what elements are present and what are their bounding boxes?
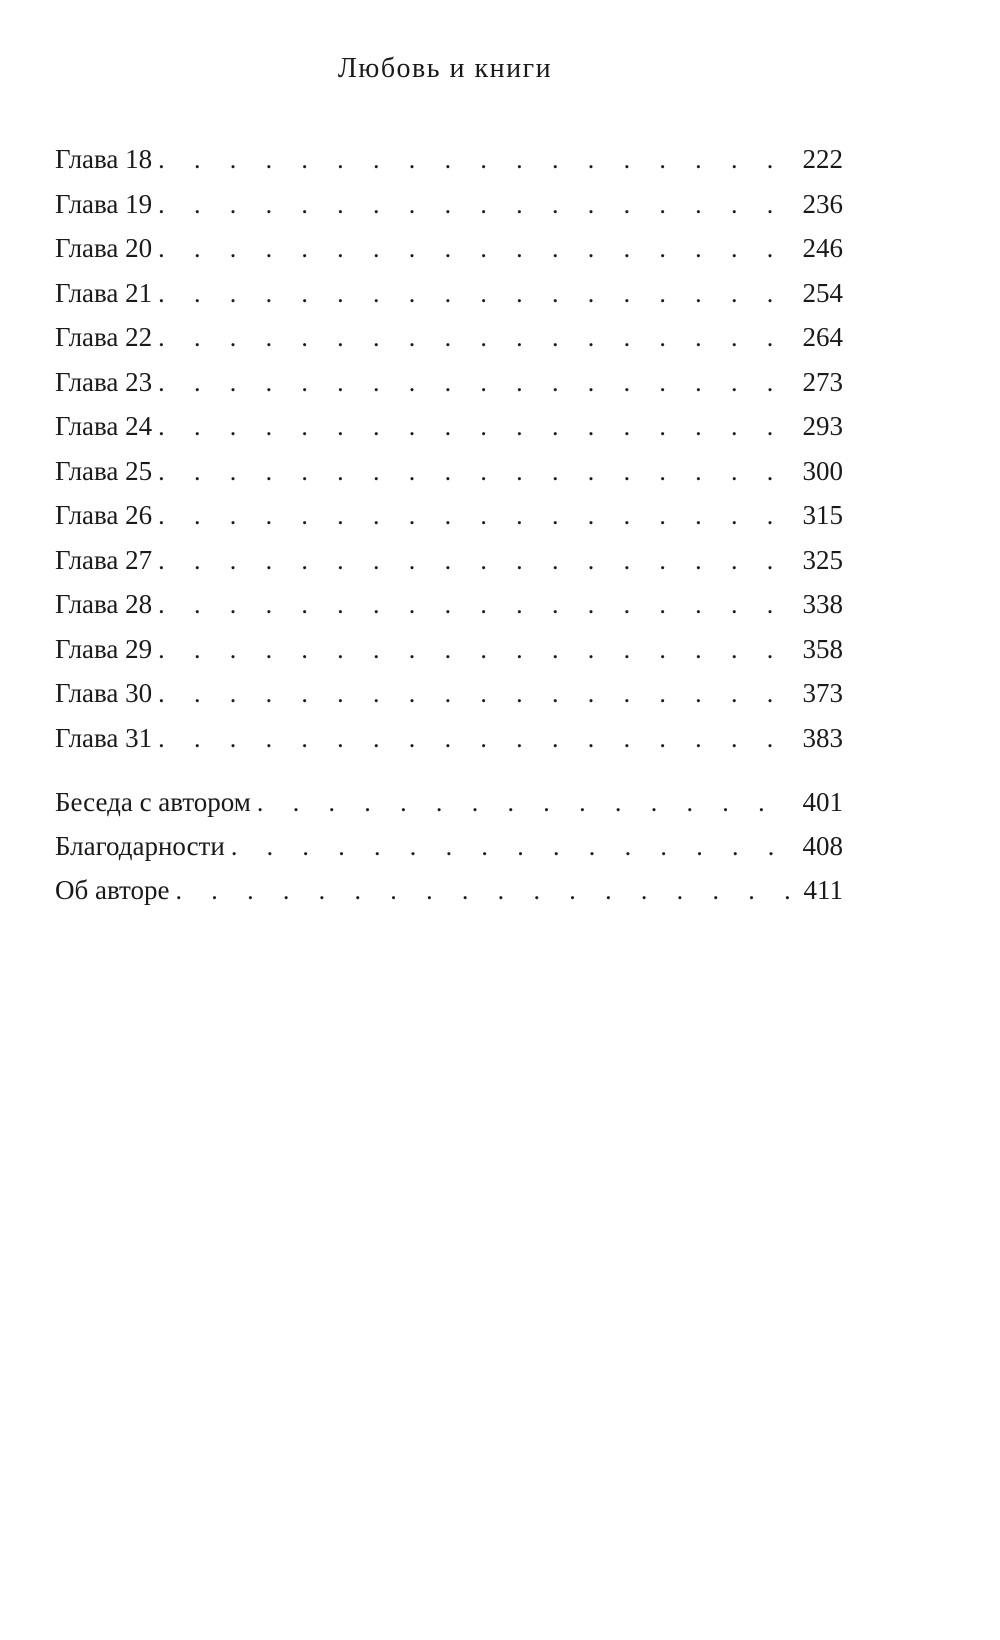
toc-entry-page: 246	[802, 233, 843, 263]
dot-leader	[158, 316, 793, 361]
dot-leader	[158, 138, 793, 183]
toc-entry-page: 264	[802, 322, 843, 352]
dot-leader	[175, 869, 793, 913]
dot-leader	[158, 628, 793, 673]
toc-entry[interactable]	[55, 780, 843, 824]
toc-entry[interactable]	[55, 226, 843, 271]
toc-entry-page: 273	[802, 366, 843, 397]
toc-entry-title: Глава 18	[55, 144, 153, 174]
dot-leader	[231, 825, 793, 869]
toc-entry[interactable]	[55, 137, 843, 182]
toc-entry[interactable]	[55, 538, 843, 583]
toc-entry-page: 411	[803, 875, 843, 905]
toc-entry[interactable]	[55, 716, 843, 761]
toc-entry-title: Глава 31	[55, 722, 153, 753]
toc-entry-page: 325	[802, 544, 843, 575]
toc-entry-title: Глава 30	[55, 678, 153, 708]
toc-entry-title: Об авторе	[55, 875, 170, 905]
toc-entry-page: 293	[802, 411, 843, 441]
toc-entry[interactable]	[55, 271, 843, 316]
toc-entry-page: 401	[802, 787, 843, 817]
toc-entry-title: Глава 27	[55, 544, 153, 575]
toc-entry-title: Глава 28	[55, 589, 153, 619]
toc-entry-page: 383	[802, 722, 843, 753]
toc-entry-title: Глава 24	[55, 411, 153, 441]
toc-entry-page: 254	[802, 277, 843, 308]
dot-leader	[158, 494, 793, 539]
dot-leader	[158, 361, 793, 406]
toc-entry[interactable]	[55, 824, 843, 868]
toc-entry[interactable]	[55, 868, 843, 912]
toc-entry-title: Глава 26	[55, 500, 153, 530]
toc-entry[interactable]	[55, 404, 843, 449]
toc-entry-title: Благодарности	[55, 831, 225, 861]
toc-entry-title: Глава 25	[55, 455, 153, 486]
dot-leader	[158, 583, 793, 628]
dot-leader	[158, 450, 793, 495]
toc-entry-page: 373	[802, 678, 843, 708]
dot-leader	[158, 405, 793, 450]
dot-leader	[158, 227, 793, 272]
toc-entry-title: Глава 21	[55, 277, 153, 308]
toc-entry[interactable]	[55, 627, 843, 672]
toc-entry-title: Беседа с автором	[55, 787, 251, 817]
toc-entry[interactable]	[55, 360, 843, 405]
toc-entry-page: 236	[802, 188, 843, 219]
toc-entry[interactable]	[55, 671, 843, 716]
toc-entry[interactable]	[55, 315, 843, 360]
toc-entry-title: Глава 22	[55, 322, 153, 352]
dot-leader	[158, 717, 793, 762]
toc-entry-title: Глава 20	[55, 233, 153, 263]
dot-leader	[158, 672, 793, 717]
toc-entry-page: 222	[802, 144, 843, 174]
toc-entry-page: 315	[802, 500, 843, 530]
toc-entry[interactable]	[55, 582, 843, 627]
toc-extras	[55, 780, 843, 912]
toc-entry[interactable]	[55, 182, 843, 227]
toc-entry-title: Глава 23	[55, 366, 153, 397]
toc-entry[interactable]	[55, 493, 843, 538]
toc-entry-page: 408	[802, 831, 843, 861]
toc-entry-title: Глава 29	[55, 633, 153, 664]
toc-chapters	[55, 137, 843, 760]
toc-entry-page: 358	[802, 633, 843, 664]
toc-entry-page: 338	[802, 589, 843, 619]
dot-leader	[158, 272, 793, 317]
running-head: Любовь и книги	[337, 53, 553, 84]
toc-entry-title: Глава 19	[55, 188, 153, 219]
toc-entry[interactable]	[55, 449, 843, 494]
toc-entry-page: 300	[802, 455, 843, 486]
dot-leader	[158, 539, 793, 584]
dot-leader	[158, 183, 793, 228]
dot-leader	[257, 781, 793, 825]
